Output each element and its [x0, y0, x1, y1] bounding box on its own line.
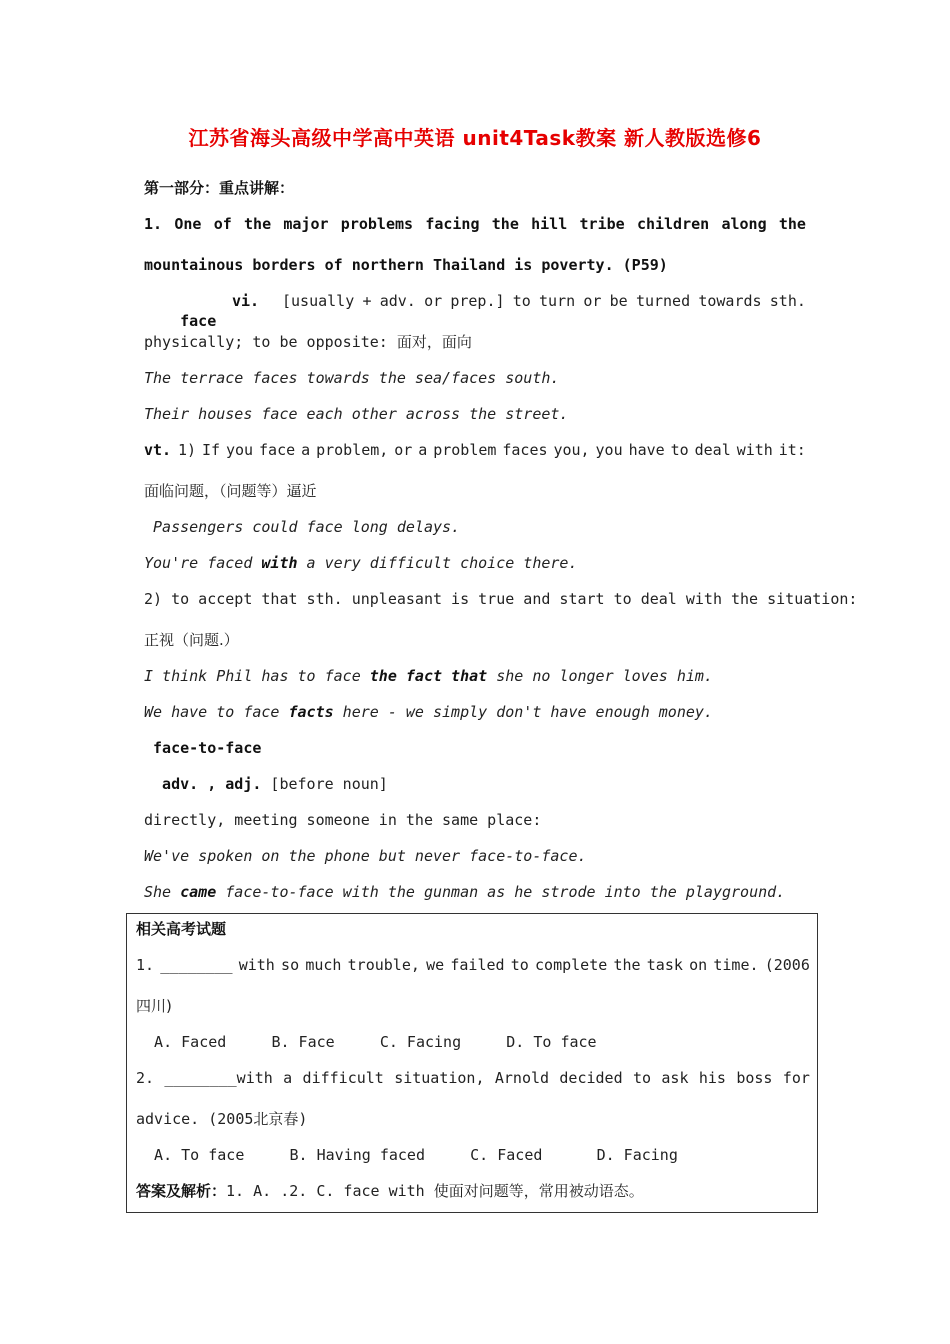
word: sth. [769, 292, 806, 310]
word: much [305, 956, 342, 974]
word: the [613, 956, 641, 974]
word: or [394, 441, 413, 459]
word: it: [778, 441, 806, 459]
word: difficult [302, 1069, 384, 1087]
word: If [202, 441, 221, 459]
exam-box-heading: 相关高考试题 [136, 920, 227, 938]
word: of [213, 215, 232, 233]
word: 1. [136, 956, 155, 974]
word: we [426, 956, 445, 974]
word: Arnold [494, 1069, 550, 1087]
word: a [283, 1069, 293, 1087]
headword-face: face [180, 312, 217, 330]
question-1-source: 四川) [136, 997, 172, 1015]
word: the [491, 215, 519, 233]
headword-face-to-face: face-to-face [144, 739, 262, 757]
word: problem [433, 441, 497, 459]
pos-vi: vi. [232, 292, 260, 310]
word: to [512, 292, 531, 310]
word: 1) [178, 441, 197, 459]
word: 1. [144, 215, 163, 233]
word: failed [450, 956, 505, 974]
question-1-options: A. Faced B. Face C. Facing D. To face [136, 1033, 597, 1051]
face-vt-definition-1 [178, 440, 806, 460]
section-heading: 第一部分：重点讲解： [144, 179, 295, 197]
example-sentence: She came face-to-face with the gunman as he strode into the playground. [144, 883, 786, 901]
word: on [689, 956, 708, 974]
word: towards [698, 292, 762, 310]
face-vt-definition-2-cn: 正视（问题.） [144, 631, 239, 649]
face-to-face-pos: adv. , adj. [before noun] [144, 775, 388, 793]
word: a [418, 441, 428, 459]
example-sentence: The terrace faces towards the sea/faces south. [144, 369, 560, 387]
word: faces [502, 441, 548, 459]
word: time. [713, 956, 759, 974]
answer-explanation: 答案及解析：1. A. .2. C. face with 使面对问题等，常用被动语态。 [136, 1182, 644, 1200]
exam-questions-box [126, 913, 818, 1213]
word: with [736, 441, 773, 459]
word: for [782, 1069, 810, 1087]
face-vi-definition [282, 291, 806, 311]
face-vi-definition-2: physically; to be opposite: 面对，面向 [144, 333, 472, 351]
word: a [301, 441, 311, 459]
word: or [424, 292, 443, 310]
word: have [628, 441, 665, 459]
word: task [646, 956, 683, 974]
word: be [609, 292, 628, 310]
word: you [595, 441, 623, 459]
word: turn [539, 292, 576, 310]
word: ask [661, 1069, 689, 1087]
word: One [174, 215, 202, 233]
word: so [281, 956, 300, 974]
question-2 [136, 1068, 810, 1088]
example-sentence: You're faced with a very difficult choice there. [144, 554, 578, 572]
example-sentence: Their houses face each other across the street. [144, 405, 569, 423]
item1-line2: mountainous borders of northern Thailand is poverty. (P59) [144, 256, 668, 274]
word: to [632, 1069, 652, 1087]
word: ________ [160, 956, 233, 974]
word: major [283, 215, 329, 233]
word: along [721, 215, 767, 233]
question-1 [136, 955, 810, 975]
word: 2. [136, 1069, 155, 1087]
word: prep.] [450, 292, 505, 310]
word: with [238, 956, 275, 974]
word: problems [340, 215, 414, 233]
word: the [244, 215, 272, 233]
word: hill [531, 215, 568, 233]
example-sentence: I think Phil has to face the fact that she no longer loves him. [144, 667, 713, 685]
word: + [362, 292, 372, 310]
word: complete [535, 956, 608, 974]
word: his [698, 1069, 726, 1087]
word: boss [736, 1069, 773, 1087]
word: or [583, 292, 602, 310]
word: situation, [394, 1069, 485, 1087]
word: facing [425, 215, 480, 233]
example-sentence: Passengers could face long delays. [144, 518, 461, 536]
document-title: 江苏省海头高级中学高中英语 unit4Task教案 新人教版选修6 [188, 126, 762, 150]
word: deal [694, 441, 731, 459]
word: the [778, 215, 806, 233]
example-sentence: We've spoken on the phone but never face-to-face. [144, 847, 587, 865]
word: face [259, 441, 296, 459]
word: turned [635, 292, 691, 310]
word: children [636, 215, 710, 233]
word: to [670, 441, 689, 459]
word: tribe [579, 215, 625, 233]
word: problem, [316, 441, 389, 459]
word: decided [559, 1069, 623, 1087]
word: you [226, 441, 254, 459]
word: you, [553, 441, 590, 459]
face-to-face-definition: directly, meeting someone in the same place: [144, 811, 542, 829]
face-vt-definition-2: 2) to accept that sth. unpleasant is true and start to deal with the situation: [144, 590, 858, 608]
word: to [510, 956, 529, 974]
face-vt-definition-1-cn: 面临问题，（问题等）逼近 [144, 482, 317, 500]
word: adv. [379, 292, 416, 310]
question-2-source: advice. (2005北京春) [136, 1110, 308, 1128]
item1-line1 [144, 214, 806, 234]
pos-vt: vt. [144, 441, 172, 459]
word: [usually [282, 292, 355, 310]
word: (2006 [764, 956, 810, 974]
word: ________with [164, 1069, 273, 1087]
question-2-options: A. To face B. Having faced C. Faced D. Facing [136, 1146, 678, 1164]
example-sentence: We have to face facts here - we simply don't have enough money. [144, 703, 713, 721]
word: trouble, [347, 956, 420, 974]
